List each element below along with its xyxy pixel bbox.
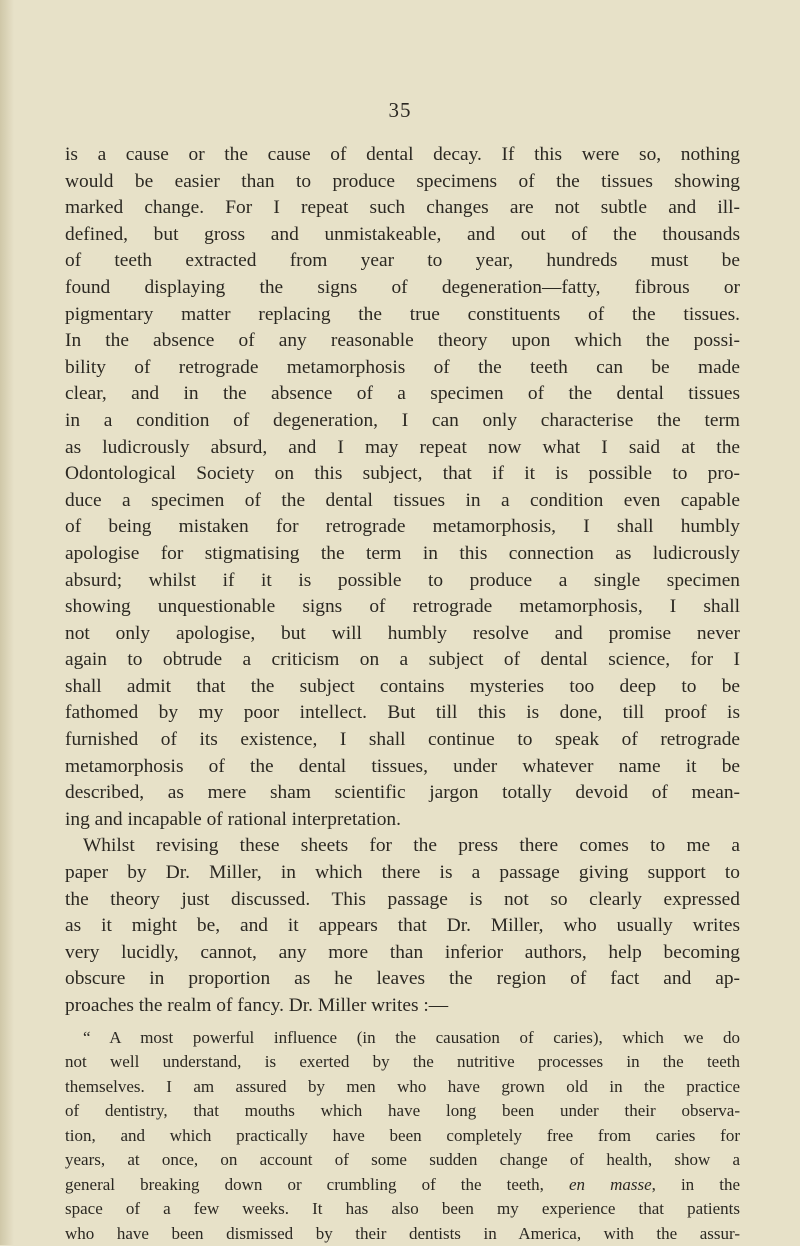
- quote-text: general breaking down or crumbling of the teeth,: [65, 1174, 544, 1194]
- text-line: as it might be, and it appears that Dr. Miller, who usually writes: [65, 915, 740, 937]
- text-line: apologise for stigmatising the term in this connection as ludicrously: [65, 542, 740, 564]
- text-line: of being mistaken for retrograde metamorphosis, I shall humbly: [65, 516, 740, 538]
- text-line: fathomed by my poor intellect. But till this is done, till proof is: [65, 702, 740, 724]
- text-line: very lucidly, cannot, any more than inferior authors, help becoming: [65, 941, 740, 963]
- text-line: is a cause or the cause of dental decay. If this were so, nothing: [65, 144, 740, 165]
- text-line: as ludicrously absurd, and I may repeat now what I said at the: [65, 436, 740, 458]
- text-line: paper by Dr. Miller, in which there is a passage giving support to: [65, 862, 740, 884]
- text-line: found displaying the signs of degeneration—fatty, fibrous or: [65, 276, 740, 298]
- paragraph-start-line: Whilst revising these sheets for the press there comes to me a: [83, 835, 740, 857]
- paragraph-end-line: ing and incapable of rational interpretation.: [65, 808, 401, 830]
- page-number: 35: [388, 98, 412, 122]
- quote-line: space of a few weeks. It has also been my experience that patients: [65, 1199, 740, 1219]
- quote-line: who have been dismissed by their dentists in America, with the assur-: [65, 1223, 740, 1243]
- text-line: duce a specimen of the dental tissues in a condition even capable: [65, 489, 740, 511]
- page-edge-shadow: [0, 0, 14, 1245]
- quote-line: “ A most powerful influence (in the causation of caries), which we do: [83, 1027, 740, 1047]
- quote-text: , in the: [651, 1174, 740, 1194]
- text-line: described, as mere sham scientific jargon totally devoid of mean-: [65, 782, 740, 804]
- text-line: In the absence of any reasonable theory upon which the possi-: [65, 330, 740, 352]
- text-line: again to obtrude a criticism on a subject of dental science, for I: [65, 649, 740, 671]
- text-line: defined, but gross and unmistakeable, and out of the thousands: [65, 223, 740, 245]
- quote-line: of dentistry, that mouths which have long been under their observa-: [65, 1101, 740, 1121]
- text-line: clear, and in the absence of a specimen of the dental tissues: [65, 383, 740, 405]
- text-line: would be easier than to produce specimens of the tissues showing: [65, 170, 740, 192]
- text-line: of teeth extracted from year to year, hundreds must be: [65, 250, 740, 272]
- quote-line: tion, and which practically have been completely free from caries for: [65, 1125, 740, 1145]
- text-line: marked change. For I repeat such changes are not subtle and ill-: [65, 197, 740, 219]
- text-line: showing unquestionable signs of retrograde metamorphosis, I shall: [65, 596, 740, 618]
- text-line: obscure in proportion as he leaves the region of fact and ap-: [65, 968, 740, 990]
- block-quote: [65, 1026, 740, 1246]
- quote-line: years, at once, on account of some sudden change of health, show a: [65, 1150, 740, 1170]
- text-line: pigmentary matter replacing the true constituents of the tissues.: [65, 303, 740, 325]
- quote-line-mixed: [65, 1173, 740, 1198]
- text-line: in a condition of degeneration, I can only characterise the term: [65, 409, 740, 431]
- text-line: furnished of its existence, I shall continue to speak of retrograde: [65, 729, 740, 751]
- quote-line: not well understand, is exerted by the nutritive processes in the teeth: [65, 1052, 740, 1072]
- text-line: shall admit that the subject contains mysteries too deep to be: [65, 675, 740, 697]
- text-line: absurd; whilst if it is possible to produce a single specimen: [65, 569, 740, 591]
- text-line: bility of retrograde metamorphosis of the teeth can be made: [65, 356, 740, 378]
- text-line: Odontological Society on this subject, that if it is possible to pro-: [65, 463, 740, 485]
- italic-phrase: en masse: [568, 1174, 652, 1194]
- quote-line: themselves. I am assured by men who have grown old in the practice: [65, 1076, 740, 1096]
- text-line: the theory just discussed. This passage is not so clearly expressed: [65, 888, 740, 910]
- body-text: [65, 142, 740, 1246]
- paragraph-end-line: proaches the realm of fancy. Dr. Miller writes :—: [65, 995, 449, 1016]
- text-line: metamorphosis of the dental tissues, under whatever name it be: [65, 755, 740, 777]
- text-line: not only apologise, but will humbly resolve and promise never: [65, 622, 740, 644]
